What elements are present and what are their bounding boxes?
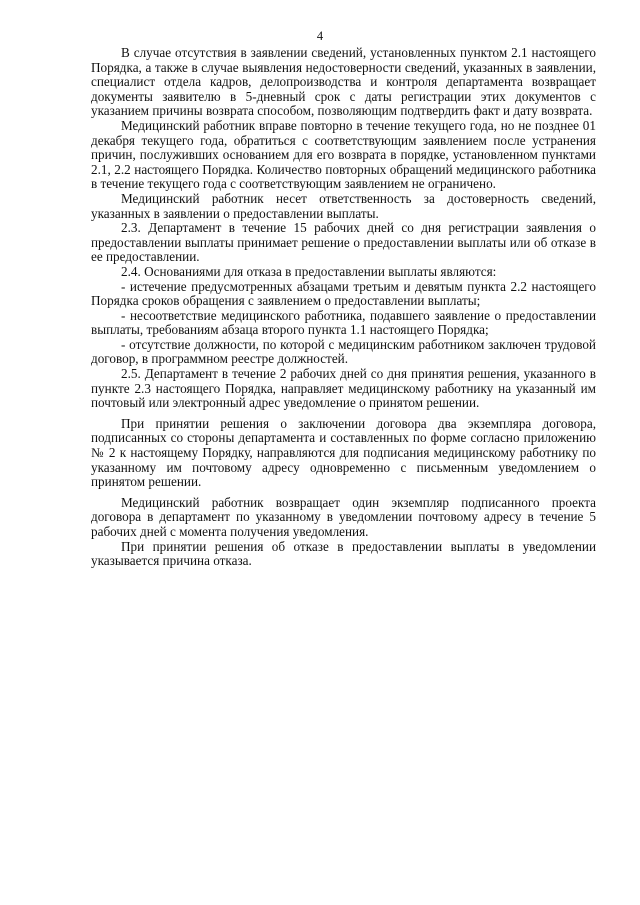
list-item-refusal-deadline: - истечение предусмотренных абзацами третьим и девятым пункта 2.2 настоящего Порядка сроков обращения с заявлением о предоставлении выплаты; bbox=[91, 278, 596, 309]
paragraph-2-4: 2.4. Основаниями для отказа в предоставлении выплаты являются: bbox=[121, 263, 497, 279]
paragraph-responsibility: Медицинский работник несет ответственность за достоверность сведений, указанных в заявлении о предоставлении выплаты. bbox=[91, 190, 596, 221]
paragraph-refusal-reason: При принятии решения об отказе в предоставлении выплаты в уведомлении указывается причина отказа. bbox=[91, 538, 596, 569]
paragraph-signed-contract-return: Медицинский работник возвращает один экземпляр подписанного проекта договора в департамент по указанному в уведомлении почтовому адресу в течение 5 рабочих дней с момента получения уведомления. bbox=[91, 494, 596, 539]
paragraph-2-5: 2.5. Департамент в течение 2 рабочих дней со дня принятия решения, указанного в пункте 2.3 настоящего Порядка, направляет медицинскому работнику на указанный им почтовый или электронный адрес уведомление о принятом решении. bbox=[91, 366, 596, 411]
document-body bbox=[91, 46, 596, 569]
list-item-refusal-requirements: - несоответствие медицинского работника, подавшего заявление о предоставлении выплаты, требованиям абзаца второго пункта 1.1 настоящего Порядка; bbox=[91, 307, 596, 338]
page-number: 4 bbox=[316, 29, 324, 43]
list-item-refusal-position: - отсутствие должности, по которой с медицинским работником заключен трудовой договор, в программном реестре должностей. bbox=[91, 336, 596, 367]
paragraph-repeat-application: Медицинский работник вправе повторно в течение текущего года, но не позднее 01 декабря текущего года, обратиться с соответствующим заявлением после устранения причин, послуживших основанием для его возврата в порядке, установленном пунктами 2.1, 2.2 настоящего Порядка. Количество повторных обращений медицинского работника в течение текущего года с соответствующим заявлением не ограничено. bbox=[91, 117, 596, 192]
paragraph-return-of-documents: В случае отсутствия в заявлении сведений, установленных пунктом 2.1 настоящего Порядка, а также в случае выявления недостоверности сведений, указанных в заявлении, специалист отдела кадров, делопроизводства и контроля департамента возвращает документы заявителю в 5-дневный срок с даты регистрации этих документов с указанием причины возврата способом, позволяющим подтвердить факт и дату возврата. bbox=[91, 45, 596, 119]
paragraph-contract-copies: При принятии решения о заключении договора два экземпляра договора, подписанных со стороны департамента и составленных по форме согласно приложению № 2 к настоящему Порядку, направляются для подписания медицинскому работнику по указанному им почтовому адресу одновременно с письменным уведомлением о принятом решении. bbox=[91, 415, 596, 490]
paragraph-2-3: 2.3. Департамент в течение 15 рабочих дней со дня регистрации заявления о предоставлении выплаты принимает решение о предоставлении выплаты или об отказе в ее предоставлении. bbox=[91, 220, 596, 265]
